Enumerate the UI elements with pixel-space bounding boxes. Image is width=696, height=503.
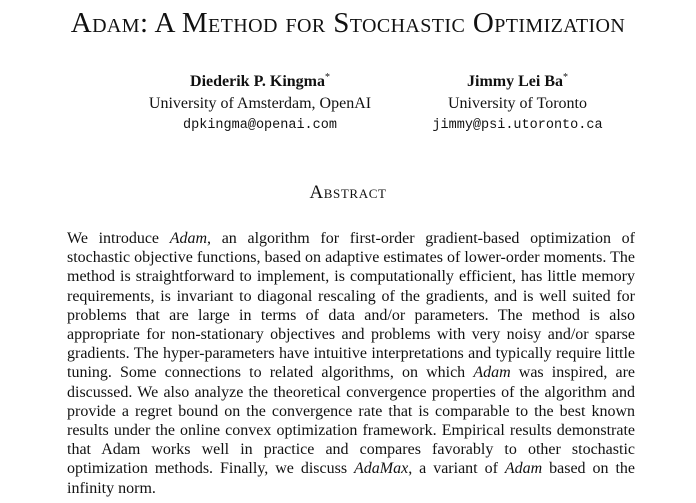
author-affiliation: University of Amsterdam, OpenAI	[148, 95, 372, 112]
author-name-text: Jimmy Lei Ba	[467, 73, 563, 90]
author-name	[115, 71, 405, 93]
paper-title: Adam: A Method for Stochastic Optimization	[70, 7, 626, 39]
abstract-text: We introduce	[67, 230, 170, 247]
author-name-text: Diederik P. Kingma	[190, 73, 325, 90]
author-email: dpkingma@openai.com	[183, 118, 337, 133]
author-footnote-mark: *	[324, 72, 330, 83]
abstract-term-adam: Adam	[169, 230, 208, 247]
abstract-term-adam: Adam	[504, 460, 543, 478]
abstract-text: , an algorithm for first-order gradient-based optimization of stochastic objective functions, based on adaptive estimates of lower-order moments. The method is straightforward to implement, is computationally efficient, has little memory requirements, is invariant to diagonal rescaling of the gradients, and is well suited for problems that are large in terms of data and/or parameters. The method is also appropriate for non-stationary objectives and problems with very noisy and/or sparse gradients. The hyper-parameters have intuitive interpretations and typically require little tuning. Some connections to related algorithms, on which	[67, 230, 635, 382]
abstract-term-adam: Adam	[473, 364, 511, 382]
abstract-text: was inspired, are discussed. We also analyze the theoretical convergence properties of the algorithm and provide a regret bound on the convergence rate that is comparable to the best known results under the online convex optimization framework. Empirical results demonstrate that Adam works well in practice and compares favorably to other stochastic optimization methods. Finally, we discuss	[67, 364, 635, 478]
abstract-text: based on the infinity norm.	[67, 460, 635, 497]
author-block-kingma	[115, 71, 405, 137]
abstract-heading: Abstract	[309, 182, 387, 203]
author-footnote-mark: *	[563, 72, 568, 83]
abstract-body	[67, 229, 635, 498]
author-block-ba	[395, 71, 640, 137]
author-name	[395, 71, 640, 93]
author-affiliation: University of Toronto	[447, 95, 587, 112]
author-email: jimmy@psi.utoronto.ca	[432, 118, 603, 133]
abstract-term-adamax: AdaMax	[354, 460, 409, 478]
abstract-text: , a variant of	[408, 460, 505, 478]
